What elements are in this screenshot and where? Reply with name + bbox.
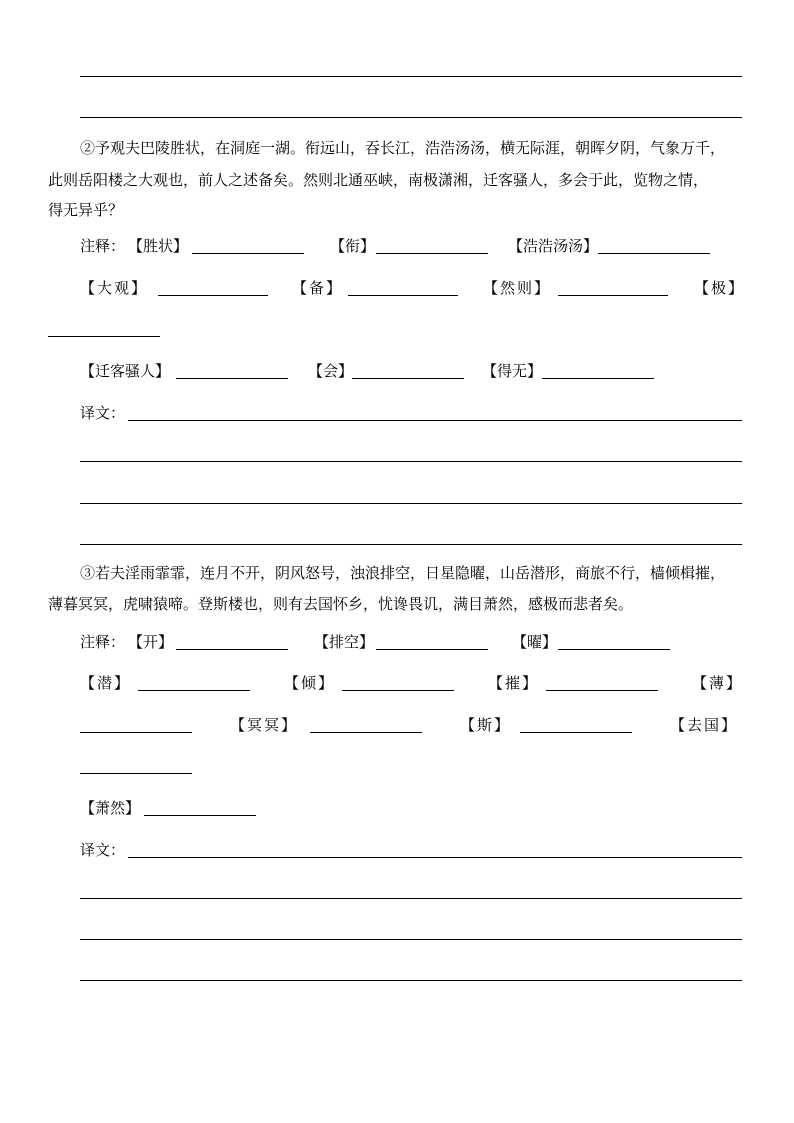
term-label: 【胜状】 (128, 237, 189, 255)
notes-label: 注释： (80, 633, 126, 651)
term-answer-blank[interactable] (598, 253, 710, 254)
translation-line[interactable] (80, 461, 742, 462)
term-answer-blank[interactable] (558, 295, 668, 296)
term-label: 【备】 (292, 279, 344, 297)
term-label: 【衔】 (330, 237, 376, 255)
term-label: 【开】 (128, 633, 174, 651)
term-answer-blank[interactable] (352, 378, 464, 379)
term-answer-blank[interactable] (80, 773, 192, 774)
term-label: 【去国】 (670, 716, 739, 734)
term-answer-blank[interactable] (542, 378, 654, 379)
term-label: 【潜】 (80, 674, 132, 692)
passage-line: 薄暮冥冥，虎啸猿啼。登斯楼也，则有去国怀乡，忧谗畏讥，满目萧然，感极而悲者矣。 (48, 595, 634, 613)
term-label: 【浩浩汤汤】 (508, 237, 599, 255)
term-answer-blank[interactable] (192, 253, 304, 254)
term-answer-blank[interactable] (348, 295, 458, 296)
translation-line[interactable] (80, 939, 742, 940)
term-answer-blank[interactable] (48, 336, 160, 337)
term-label: 【会】 (308, 362, 354, 380)
passage-line: ②予观夫巴陵胜状，在洞庭一湖。衔远山，吞长江，浩浩汤汤，横无际涯，朝晖夕阴，气象万千， (80, 139, 726, 157)
term-answer-blank[interactable] (376, 649, 488, 650)
term-label: 【斯】 (460, 716, 512, 734)
translation-line[interactable] (80, 544, 742, 545)
term-label: 【然则】 (483, 279, 552, 297)
term-answer-blank[interactable] (520, 732, 632, 733)
term-answer-blank[interactable] (144, 815, 256, 816)
passage-line: 此则岳阳楼之大观也，前人之述备矣。然则北通巫峡，南极潇湘，迁客骚人，多会于此，览物之情， (48, 171, 709, 189)
term-answer-blank[interactable] (546, 690, 658, 691)
term-answer-blank[interactable] (138, 690, 250, 691)
term-label: 【倾】 (284, 674, 336, 692)
term-label: 【冥冥】 (230, 716, 299, 734)
term-label: 【薄】 (692, 674, 744, 692)
translation-line[interactable] (80, 503, 742, 504)
translation-line[interactable] (128, 857, 742, 858)
term-label: 【大观】 (80, 279, 149, 297)
passage-line: 得无异乎？ (48, 201, 124, 219)
term-label: 【极】 (694, 279, 746, 297)
term-answer-blank[interactable] (158, 295, 268, 296)
translation-line[interactable] (80, 898, 742, 899)
translation-line[interactable] (128, 420, 742, 421)
term-label: 【排空】 (314, 633, 375, 651)
answer-line[interactable] (80, 117, 742, 118)
term-answer-blank[interactable] (80, 732, 192, 733)
term-label: 【得无】 (482, 362, 543, 380)
translation-label: 译文： (80, 404, 126, 422)
term-answer-blank[interactable] (310, 732, 422, 733)
term-answer-blank[interactable] (176, 378, 288, 379)
passage-line: ③若夫淫雨霏霏，连月不开，阴风怒号，浊浪排空，日星隐曜，山岳潜形，商旅不行，樯倾楫摧， (80, 564, 726, 582)
term-label: 【迁客骚人】 (80, 362, 171, 380)
term-answer-blank[interactable] (176, 649, 288, 650)
term-label: 【萧然】 (80, 799, 141, 817)
notes-label: 注释： (80, 237, 126, 255)
answer-line[interactable] (80, 76, 742, 77)
term-label: 【摧】 (488, 674, 540, 692)
translation-label: 译文： (80, 841, 126, 859)
translation-line[interactable] (80, 980, 742, 981)
term-answer-blank[interactable] (376, 253, 488, 254)
term-label: 【曜】 (512, 633, 558, 651)
term-answer-blank[interactable] (558, 649, 670, 650)
term-answer-blank[interactable] (342, 690, 454, 691)
